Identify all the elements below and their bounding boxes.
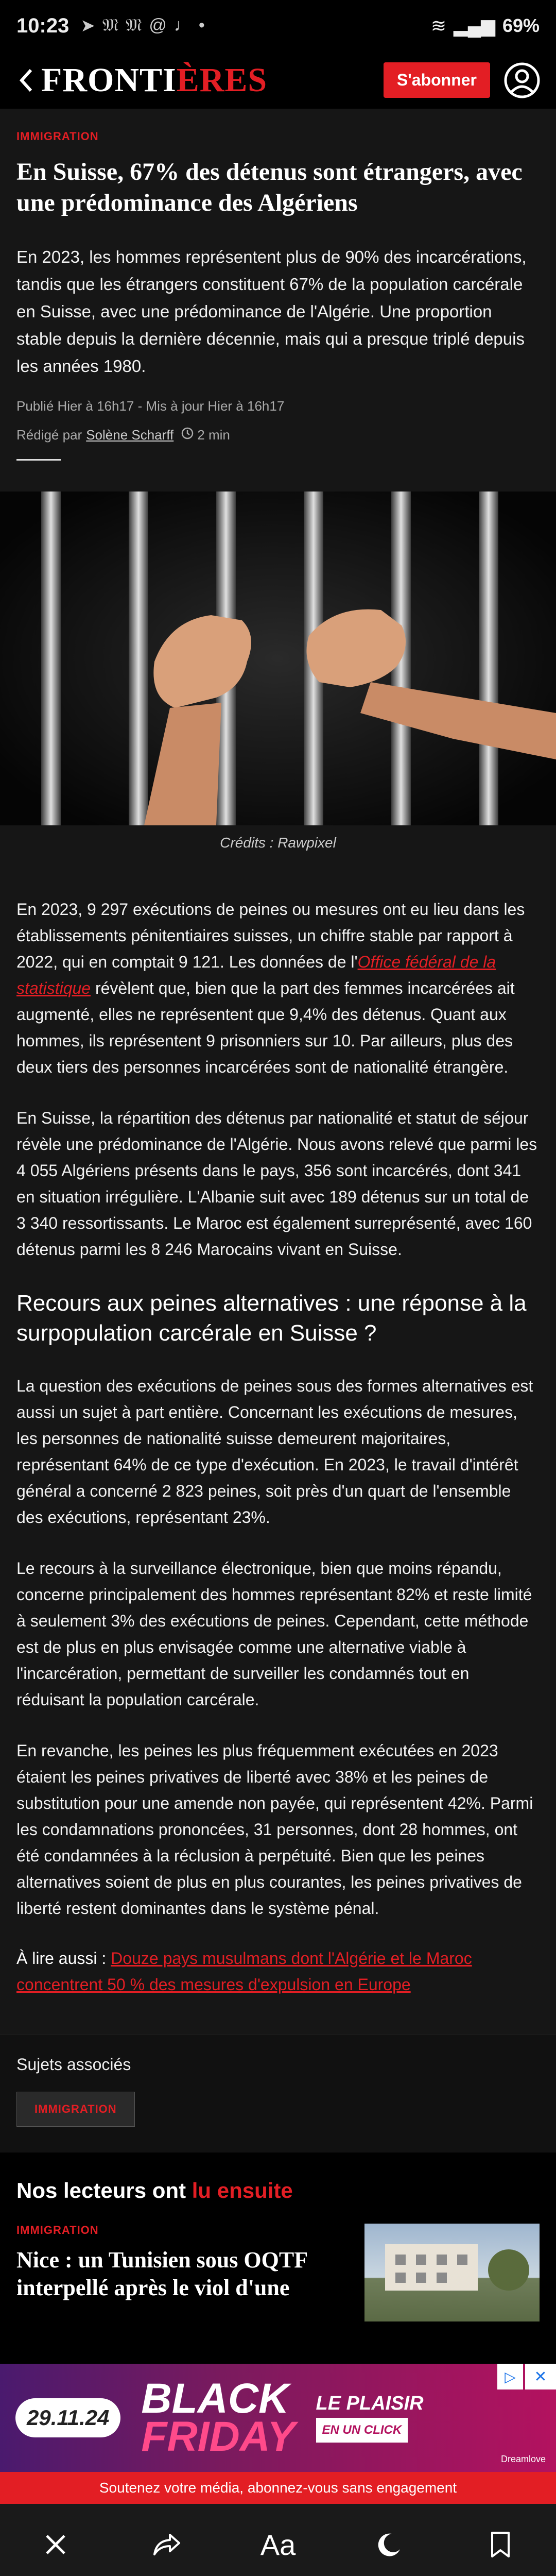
related-topics-title: Sujets associés	[16, 2055, 131, 2074]
recommended-article[interactable]	[16, 2224, 540, 2321]
paragraph-1	[16, 896, 540, 1080]
article-rubric[interactable]: IMMIGRATION	[16, 130, 99, 143]
status-time: 10:23	[16, 14, 70, 37]
app-icon: ♩	[173, 15, 192, 35]
photo-credit: Crédits : Rawpixel	[0, 825, 556, 872]
bookmark-icon[interactable]	[470, 2519, 531, 2570]
publish-date: Publié Hier à 16h17 - Mis à jour Hier à 16h17	[16, 398, 285, 414]
ad-banner[interactable]	[0, 2364, 556, 2472]
ad-cta: EN UN CLICK	[316, 2418, 408, 2443]
related-topics	[0, 2034, 556, 2153]
readers-also-read	[0, 2153, 556, 2321]
recommended-title: Nice : un Tunisien sous OQTF interpellé après le viol d'une	[16, 2247, 307, 2300]
ad-black-text: BLACK	[141, 2375, 289, 2422]
dark-mode-icon[interactable]	[358, 2519, 420, 2570]
dot-icon: •	[198, 15, 205, 35]
ad-close-icon[interactable]: ✕	[525, 2364, 556, 2389]
account-icon[interactable]	[503, 62, 541, 99]
ad-black-friday	[141, 2375, 296, 2460]
divider	[16, 459, 61, 461]
readers-title-accent: lu ensuite	[192, 2178, 293, 2202]
ad-brand: Dreamlove	[500, 2454, 546, 2464]
article	[0, 109, 556, 2153]
site-logo[interactable]	[41, 61, 267, 100]
clock-icon	[181, 427, 194, 444]
logo-accent: ÈRES	[176, 61, 268, 99]
text-size-button[interactable]: Aa	[260, 2528, 296, 2561]
threads-icon: @	[149, 15, 167, 35]
read-time: 2 min	[197, 427, 230, 443]
news-icon-2: 𝔐	[126, 15, 142, 35]
byline	[0, 414, 556, 444]
read-also-link[interactable]: Douze pays musulmans dont l'Algérie et le Maroc concentrent 50 % des mesures d'expulsion en Europe	[16, 1949, 472, 1994]
read-also	[16, 1945, 540, 1998]
subscribe-button[interactable]: S'abonner	[384, 62, 490, 98]
ad-slogan-text: LE PLAISIR	[316, 2393, 424, 2414]
article-photo-prison-bars	[0, 492, 556, 825]
telegram-icon: ➤	[80, 16, 95, 36]
news-icon: 𝔐	[102, 15, 119, 35]
notification-icons	[80, 15, 204, 36]
ofs-link[interactable]: Office fédéral de la statistique	[16, 953, 496, 997]
paragraph-2: En Suisse, la répartition des détenus par nationalité et statut de séjour révèle une prédominance de l'Algérie. Nous avons relevé que parmi les 4 055 Algériens présents dans le pays, 356 sont incarcérés, dont 341 en situation irrégulière. L'Albanie suit avec 189 détenus sur un total de 3 340 ressortissants. Le Maroc est également surreprésenté, avec 160 détenus parmi les 8 246 Marocains vivant en Suisse.	[16, 1109, 537, 1259]
paragraph-1-end: révèlent que, bien que la part des femmes incarcérées ait augmenté, elles ne représentent que 9,4% des détenus. Quant aux hommes, ils représentent 9 prisonniers sur 10. Par ailleurs, plus des deux tiers des personnes incarcérées sont de nationalité étrangère.	[16, 979, 515, 1076]
article-body	[0, 896, 556, 1998]
ad-date: 29.11.24	[15, 2398, 120, 2437]
tag-immigration[interactable]: IMMIGRATION	[16, 2092, 135, 2127]
wifi-icon: ≋	[430, 15, 447, 36]
ad-friday-text: FRIDAY	[141, 2413, 296, 2460]
status-bar	[0, 0, 556, 52]
battery-level: 69%	[502, 15, 540, 36]
recommended-article-text	[16, 2224, 354, 2321]
paragraph-1-start: En 2023, 9 297 exécutions de peines ou mesures ont eu lieu dans les établissements pénitentiaires suisses, un chiffre stable par rapport à 2022, qui en comptait 9 121. Les données de l'	[16, 900, 525, 971]
recommended-thumbnail	[364, 2224, 540, 2321]
recommended-rubric: IMMIGRATION	[16, 2224, 99, 2236]
site-header	[0, 52, 556, 109]
byline-prefix: Rédigé par	[16, 427, 82, 443]
author-link[interactable]: Solène Scharff	[86, 427, 174, 443]
readers-title-main: Nos lecteurs ont	[16, 2178, 192, 2202]
ad-info-icon[interactable]: ▷	[497, 2364, 523, 2389]
paragraph-4: Le recours à la surveillance électronique, bien que moins répandu, concerne principalement des hommes représentant 82% et reste limité à seulement 3% des exécutions de peines. Cependant, cette méthode est de plus en plus envisagée comme une alternative viable à l'incarcération, permettant de surveiller les condamnés tout en réduisant la population carcérale.	[16, 1559, 532, 1709]
signal-icon: ▂▄▆	[454, 15, 495, 36]
reader-toolbar	[0, 2504, 556, 2576]
close-icon[interactable]	[25, 2519, 86, 2570]
paragraph-3: La question des exécutions de peines sous des formes alternatives est aussi un sujet à part entière. Concernant les exécutions de mesures, les personnes de nationalité suisse demeurent majoritaires, représentant 64% de ce type d'exécution. En 2023, le travail d'intérêt général a concerné 2 823 peines, soit près d'un quart de l'ensemble des exécutions, représentant 23%.	[16, 1377, 533, 1527]
support-banner[interactable]: Soutenez votre média, abonnez-vous sans engagement	[0, 2472, 556, 2504]
read-also-label: À lire aussi :	[16, 1949, 111, 1968]
section-heading: Recours aux peines alternatives : une réponse à la surpopulation carcérale en Suisse ?	[16, 1291, 527, 1346]
ad-slogan	[316, 2393, 424, 2443]
back-chevron-icon[interactable]	[15, 65, 36, 96]
article-headline: En Suisse, 67% des détenus sont étrangers, avec une prédominance des Algériens	[16, 158, 523, 216]
logo-main: FRONTI	[41, 61, 177, 99]
share-icon[interactable]	[136, 2519, 198, 2570]
paragraph-5: En revanche, les peines les plus fréquemment exécutées en 2023 étaient les peines privatives de liberté avec 38% et les peines de substitution pour une amende non payée, qui représentent 42%. Parmi les condamnations prononcées, 31 personnes, dont 28 hommes, ont été condamnées à la réclusion à perpétuité. Bien que les peines alternatives soient de plus en plus courantes, les peines privatives de liberté restent dominantes dans le système pénal.	[16, 1741, 533, 1918]
article-lead: En 2023, les hommes représentent plus de 90% des incarcérations, tandis que les étrangers constituent 67% de la population carcérale en Suisse, avec une prédominance de l'Algérie. Une proportion stable depuis la dernière décennie, mais qui a presque triplé depuis les années 1980.	[16, 247, 527, 376]
readers-title	[16, 2178, 540, 2203]
